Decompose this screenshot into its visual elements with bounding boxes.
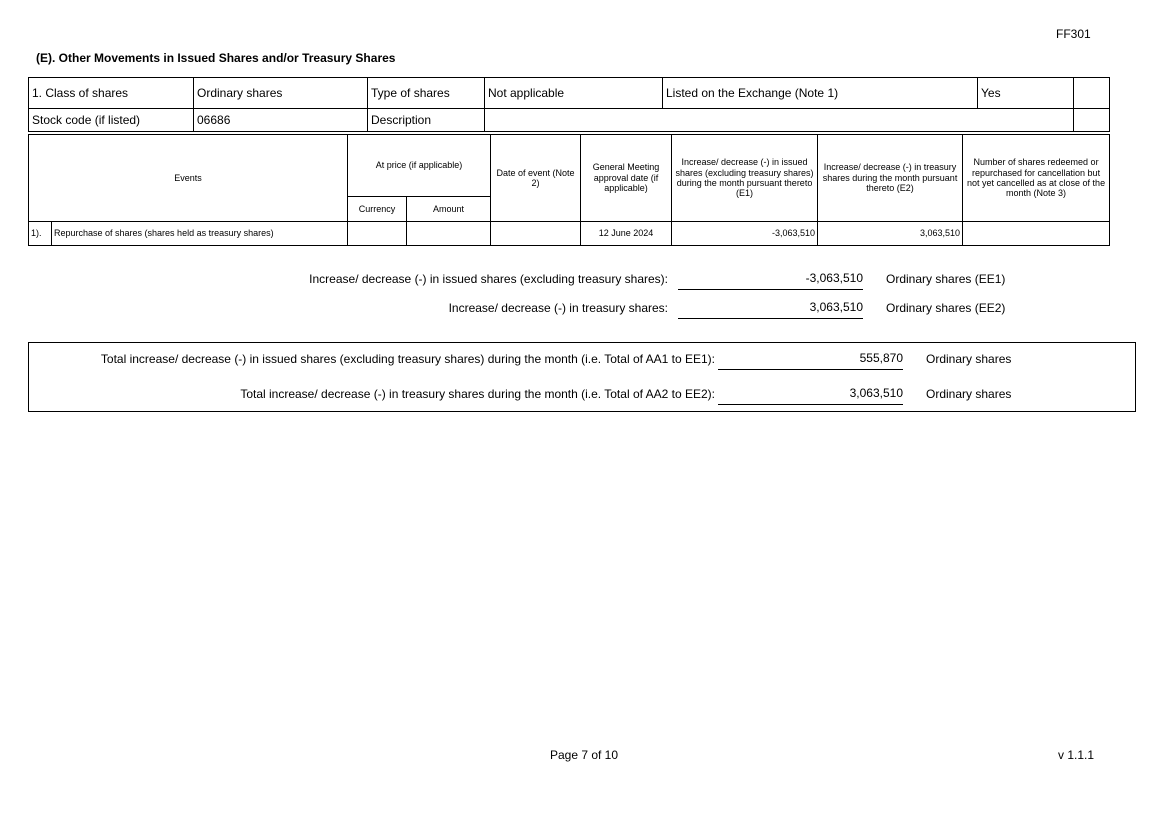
- col-header-price: At price (if applicable): [348, 135, 491, 197]
- section-title: (E). Other Movements in Issued Shares and/or Treasury Shares: [36, 51, 396, 65]
- form-code: FF301: [1056, 27, 1091, 41]
- row-treasury-change: 3,063,510: [818, 222, 963, 246]
- stock-code-label: Stock code (if listed): [29, 109, 194, 132]
- ee1-unit: Ordinary shares (EE1): [886, 272, 1006, 286]
- col-header-issued-change: Increase/ decrease (-) in issued shares (excluding treasury shares) during the month pursuant thereto (E1): [672, 135, 818, 222]
- col-header-treasury-change: Increase/ decrease (-) in treasury shares during the month pursuant thereto (E2): [818, 135, 963, 222]
- col-header-meeting-date: General Meeting approval date (if applicable): [581, 135, 672, 222]
- total-treasury-unit: Ordinary shares: [926, 387, 1012, 401]
- total-issued-label: Total increase/ decrease (-) in issued shares (excluding treasury shares) during the month (i.e. Total of AA1 to EE1):: [100, 352, 715, 366]
- listed-value: Yes: [978, 78, 1074, 109]
- ee2-unit: Ordinary shares (EE2): [886, 301, 1006, 315]
- total-treasury-label: Total increase/ decrease (-) in treasury shares during the month (i.e. Total of AA2 to EE2):: [240, 387, 715, 401]
- description-label: Description: [368, 109, 485, 132]
- description-blank-cell: [1074, 109, 1110, 132]
- ee2-value: 3,063,510: [678, 299, 863, 319]
- ee1-label: Increase/ decrease (-) in issued shares (excluding treasury shares):: [309, 272, 668, 286]
- total-issued-value: 555,870: [718, 350, 903, 370]
- listed-blank-cell: [1074, 78, 1110, 109]
- row-redeemed: [963, 222, 1110, 246]
- col-header-currency: Currency: [348, 197, 407, 222]
- row-meeting-date: 12 June 2024: [581, 222, 672, 246]
- col-header-date: Date of event (Note 2): [491, 135, 581, 222]
- row-currency: [348, 222, 407, 246]
- row-date: [491, 222, 581, 246]
- description-value: [485, 109, 1074, 132]
- ee2-label: Increase/ decrease (-) in treasury shares:: [448, 301, 668, 315]
- listed-label: Listed on the Exchange (Note 1): [663, 78, 978, 109]
- class-of-shares-label: 1. Class of shares: [29, 78, 194, 109]
- col-header-redeemed: Number of shares redeemed or repurchased for cancellation but not yet cancelled as at close of the month (Note 3): [963, 135, 1110, 222]
- type-of-shares-value: Not applicable: [485, 78, 663, 109]
- stock-code-value: 06686: [194, 109, 368, 132]
- version-label: v 1.1.1: [1058, 748, 1095, 762]
- row-issued-change: -3,063,510: [672, 222, 818, 246]
- col-header-amount: Amount: [407, 197, 491, 222]
- table-row: [29, 222, 1110, 246]
- row-event: Repurchase of shares (shares held as treasury shares): [52, 222, 348, 246]
- class-of-shares-value: Ordinary shares: [194, 78, 368, 109]
- events-table: [28, 134, 1110, 246]
- total-issued-unit: Ordinary shares: [926, 352, 1012, 366]
- row-index: 1).: [29, 222, 52, 246]
- share-class-table: [28, 77, 1110, 132]
- row-amount: [407, 222, 491, 246]
- total-treasury-value: 3,063,510: [718, 385, 903, 405]
- page-number: Page 7 of 10: [549, 748, 619, 762]
- type-of-shares-label: Type of shares: [368, 78, 485, 109]
- ee1-value: -3,063,510: [678, 270, 863, 290]
- col-header-events: Events: [29, 135, 348, 222]
